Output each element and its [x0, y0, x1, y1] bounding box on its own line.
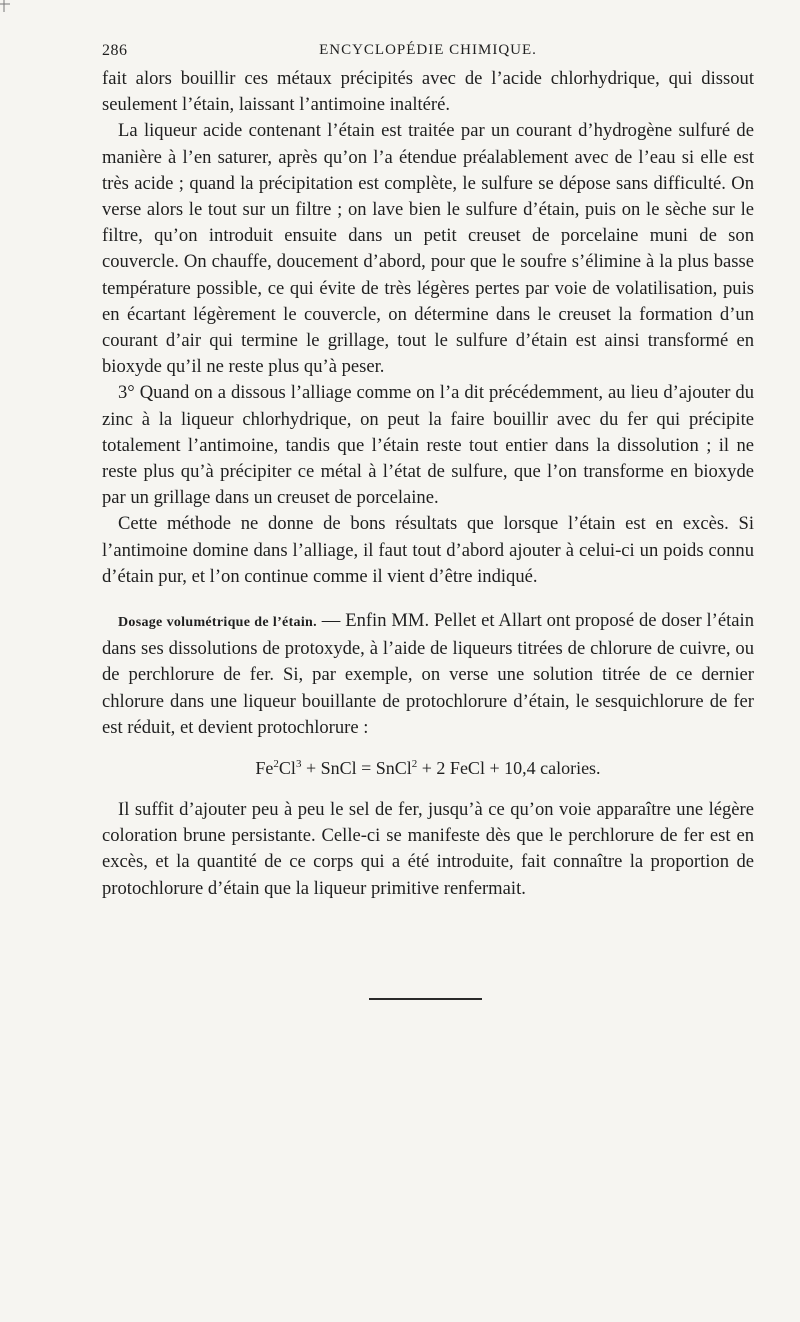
running-title: ENCYCLOPÉDIE CHIMIQUE. — [319, 42, 537, 58]
final-paragraph: Il suffit d’ajouter peu à peu le sel de fer, jusqu’à ce qu’on voie apparaître une légère coloration brune persistante. Celle-ci se manifeste dès que le perchlorure de fer est en excès, et la quantité de ce corps qui a été introduite, fait connaître la proportion de protochlorure d’étain que la liqueur primitive renfermait. — [102, 799, 754, 899]
paragraph-2: La liqueur acide contenant l’étain est traitée par un courant d’hydrogène sulfuré de manière à l’en saturer, après qu’on l’a étendue préalablement avec de l’eau si elle est très acide ; quand la précipitation est complète, le sulfure se dépose sans difficulté. On verse alors le tout sur un filtre ; on lave bien le sulfure d’étain, puis on le sèche sur le filtre, qu’on introduit ensuite dans un petit creuset de porcelaine muni de son couvercle. On chauffe, doucement d’abord, pour que le soufre s’élimine à la plus basse température possible, ce qui évite de très légères pertes par voie de volatilisation, puis en écartant légèrement le couvercle, on détermine dans le creuset la formation d’un courant d’air qui termine le grillage, tout le sulfure d’étain est ainsi transformé en bioxyde qu’il ne reste plus qu’à peser. — [102, 120, 754, 378]
body-text — [102, 66, 754, 902]
equation-sup-3: 2 — [411, 758, 418, 771]
corner-crop-mark-icon — [0, 0, 14, 14]
section-paragraph — [102, 608, 754, 741]
equation-part-2: Cl — [278, 758, 296, 779]
equation-part-4: + 2 FeCl + 10,4 calories. — [417, 758, 601, 779]
page-number: 286 — [102, 42, 128, 59]
paragraph-1: fait alors bouillir ces métaux précipités avec de l’acide chlorhydrique, qui dissout seulement l’étain, laissant l’antimoine inaltéré. — [102, 68, 754, 116]
end-rule-divider — [369, 998, 482, 1000]
equation-part-3: + SnCl = SnCl — [301, 758, 412, 779]
equation-sup-1: 2 — [273, 758, 279, 771]
page-header — [102, 42, 754, 66]
equation-part-1: Fe — [255, 758, 274, 779]
paragraph-4: Cette méthode ne donne de bons résultats que lorsque l’étain est en excès. Si l’antimoine domine dans l’alliage, il faut tout d’abord ajouter à celui-ci un poids connu d’étain pur, et l’on continue comme il vient d’être indiqué. — [102, 513, 754, 587]
chemical-equation — [102, 753, 754, 783]
section-text: — Enfin MM. Pellet et Allart ont proposé de doser l’étain dans ses dissolutions de protoxyde, à l’aide de liqueurs titrées de chlorure de cuivre, ou de perchlorure de fer. Si, par exemple, on verse une solution titrée de ce dernier chlorure dans une liqueur bouillante de protochlorure d’étain, le sesquichlorure de fer est réduit, et devient protochlorure : — [102, 610, 754, 738]
equation-sup-2: 3 — [295, 758, 302, 771]
section-title: Dosage volumétrique de l’étain. — [118, 615, 317, 631]
document-page — [102, 42, 754, 902]
paragraph-3: 3° Quand on a dissous l’alliage comme on l’a dit précédemment, au lieu d’ajouter du zinc à la liqueur chlorhydrique, on peut la faire bouillir avec du fer qui précipite totalement l’antimoine, tandis que l’étain reste tout entier dans la dissolution ; il ne reste plus qu’à précipiter ce métal à l’état de sulfure, que l’on transforme en bioxyde par un grillage dans un creuset de porcelaine. — [102, 382, 754, 509]
